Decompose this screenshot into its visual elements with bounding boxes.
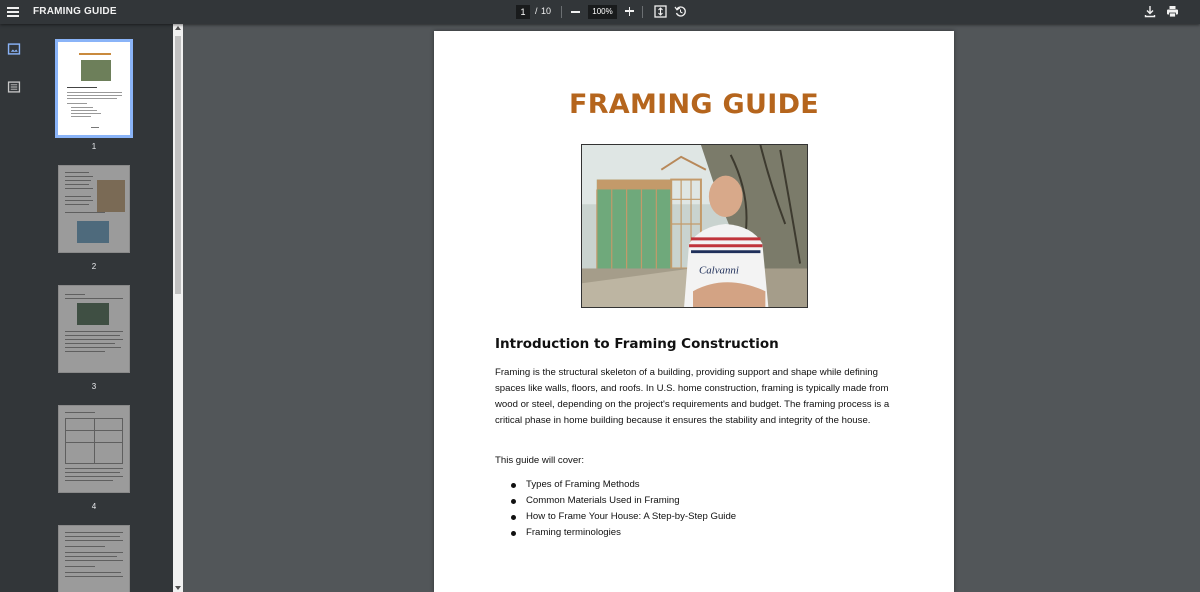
thumbnail-page-label: 1 [91, 142, 97, 151]
toolbar-divider [642, 6, 643, 18]
page-separator: / [535, 6, 538, 16]
page-number-input[interactable]: 1 [516, 5, 530, 19]
list-item: Framing terminologies [508, 525, 736, 541]
intro-paragraph: Framing is the structural skeleton of a building, providing support and shape while defining spaces like walls, floors, and roofs. In U.S. home construction, framing is typically made from wood or steel, depending on the project's requirements and budget. The framing process is a critical phase in home building because it ensures the stability and integrity of the house. [495, 367, 890, 426]
section-title: Introduction to Framing Construction [495, 336, 779, 352]
thumbnail-page-label: 4 [91, 502, 97, 511]
list-item: How to Frame Your House: A Step-by-Step Guide [508, 509, 736, 525]
thumbnail-page-label: 2 [91, 262, 97, 271]
zoom-level-input[interactable]: 100% [588, 5, 617, 19]
scrollbar-thumb[interactable] [175, 36, 181, 294]
sidebar-scrollbar[interactable] [173, 24, 183, 592]
list-item: Types of Framing Methods [508, 477, 736, 493]
cover-intro-text: This guide will cover: [495, 455, 585, 466]
zoom-out-button[interactable] [571, 11, 580, 13]
zoom-in-button[interactable] [625, 5, 635, 17]
fit-page-icon[interactable] [654, 5, 667, 18]
thumbnail-page-4[interactable] [58, 405, 130, 493]
thumbnails-icon[interactable] [7, 43, 21, 55]
thumbnail-page-3[interactable] [58, 285, 130, 373]
sidebar-tabs [0, 24, 28, 592]
download-icon[interactable] [1144, 5, 1156, 18]
list-item: Common Materials Used in Framing [508, 493, 736, 509]
outline-icon[interactable] [7, 81, 21, 93]
thumbnail-list [28, 24, 173, 592]
construction-photo [581, 144, 808, 308]
thumbnail-page-2[interactable] [58, 165, 130, 253]
pdf-toolbar [0, 0, 1200, 24]
print-icon[interactable] [1166, 5, 1179, 18]
document-title: FRAMING GUIDE [33, 6, 117, 17]
svg-text:Calvanni: Calvanni [698, 264, 739, 277]
sidebar [0, 24, 173, 592]
scroll-up-arrow-icon[interactable] [175, 26, 181, 30]
page-total: 10 [541, 6, 552, 16]
menu-icon[interactable] [6, 4, 20, 20]
thumbnail-page-5[interactable] [58, 525, 130, 592]
rotate-icon[interactable] [674, 5, 687, 18]
cover-list [508, 477, 736, 541]
thumbnail-page-1[interactable] [58, 42, 130, 135]
page-heading: FRAMING GUIDE [568, 89, 820, 120]
scroll-down-arrow-icon[interactable] [175, 586, 181, 590]
pdf-page [434, 31, 954, 592]
toolbar-divider [561, 6, 562, 18]
thumbnail-page-label: 3 [91, 382, 97, 391]
